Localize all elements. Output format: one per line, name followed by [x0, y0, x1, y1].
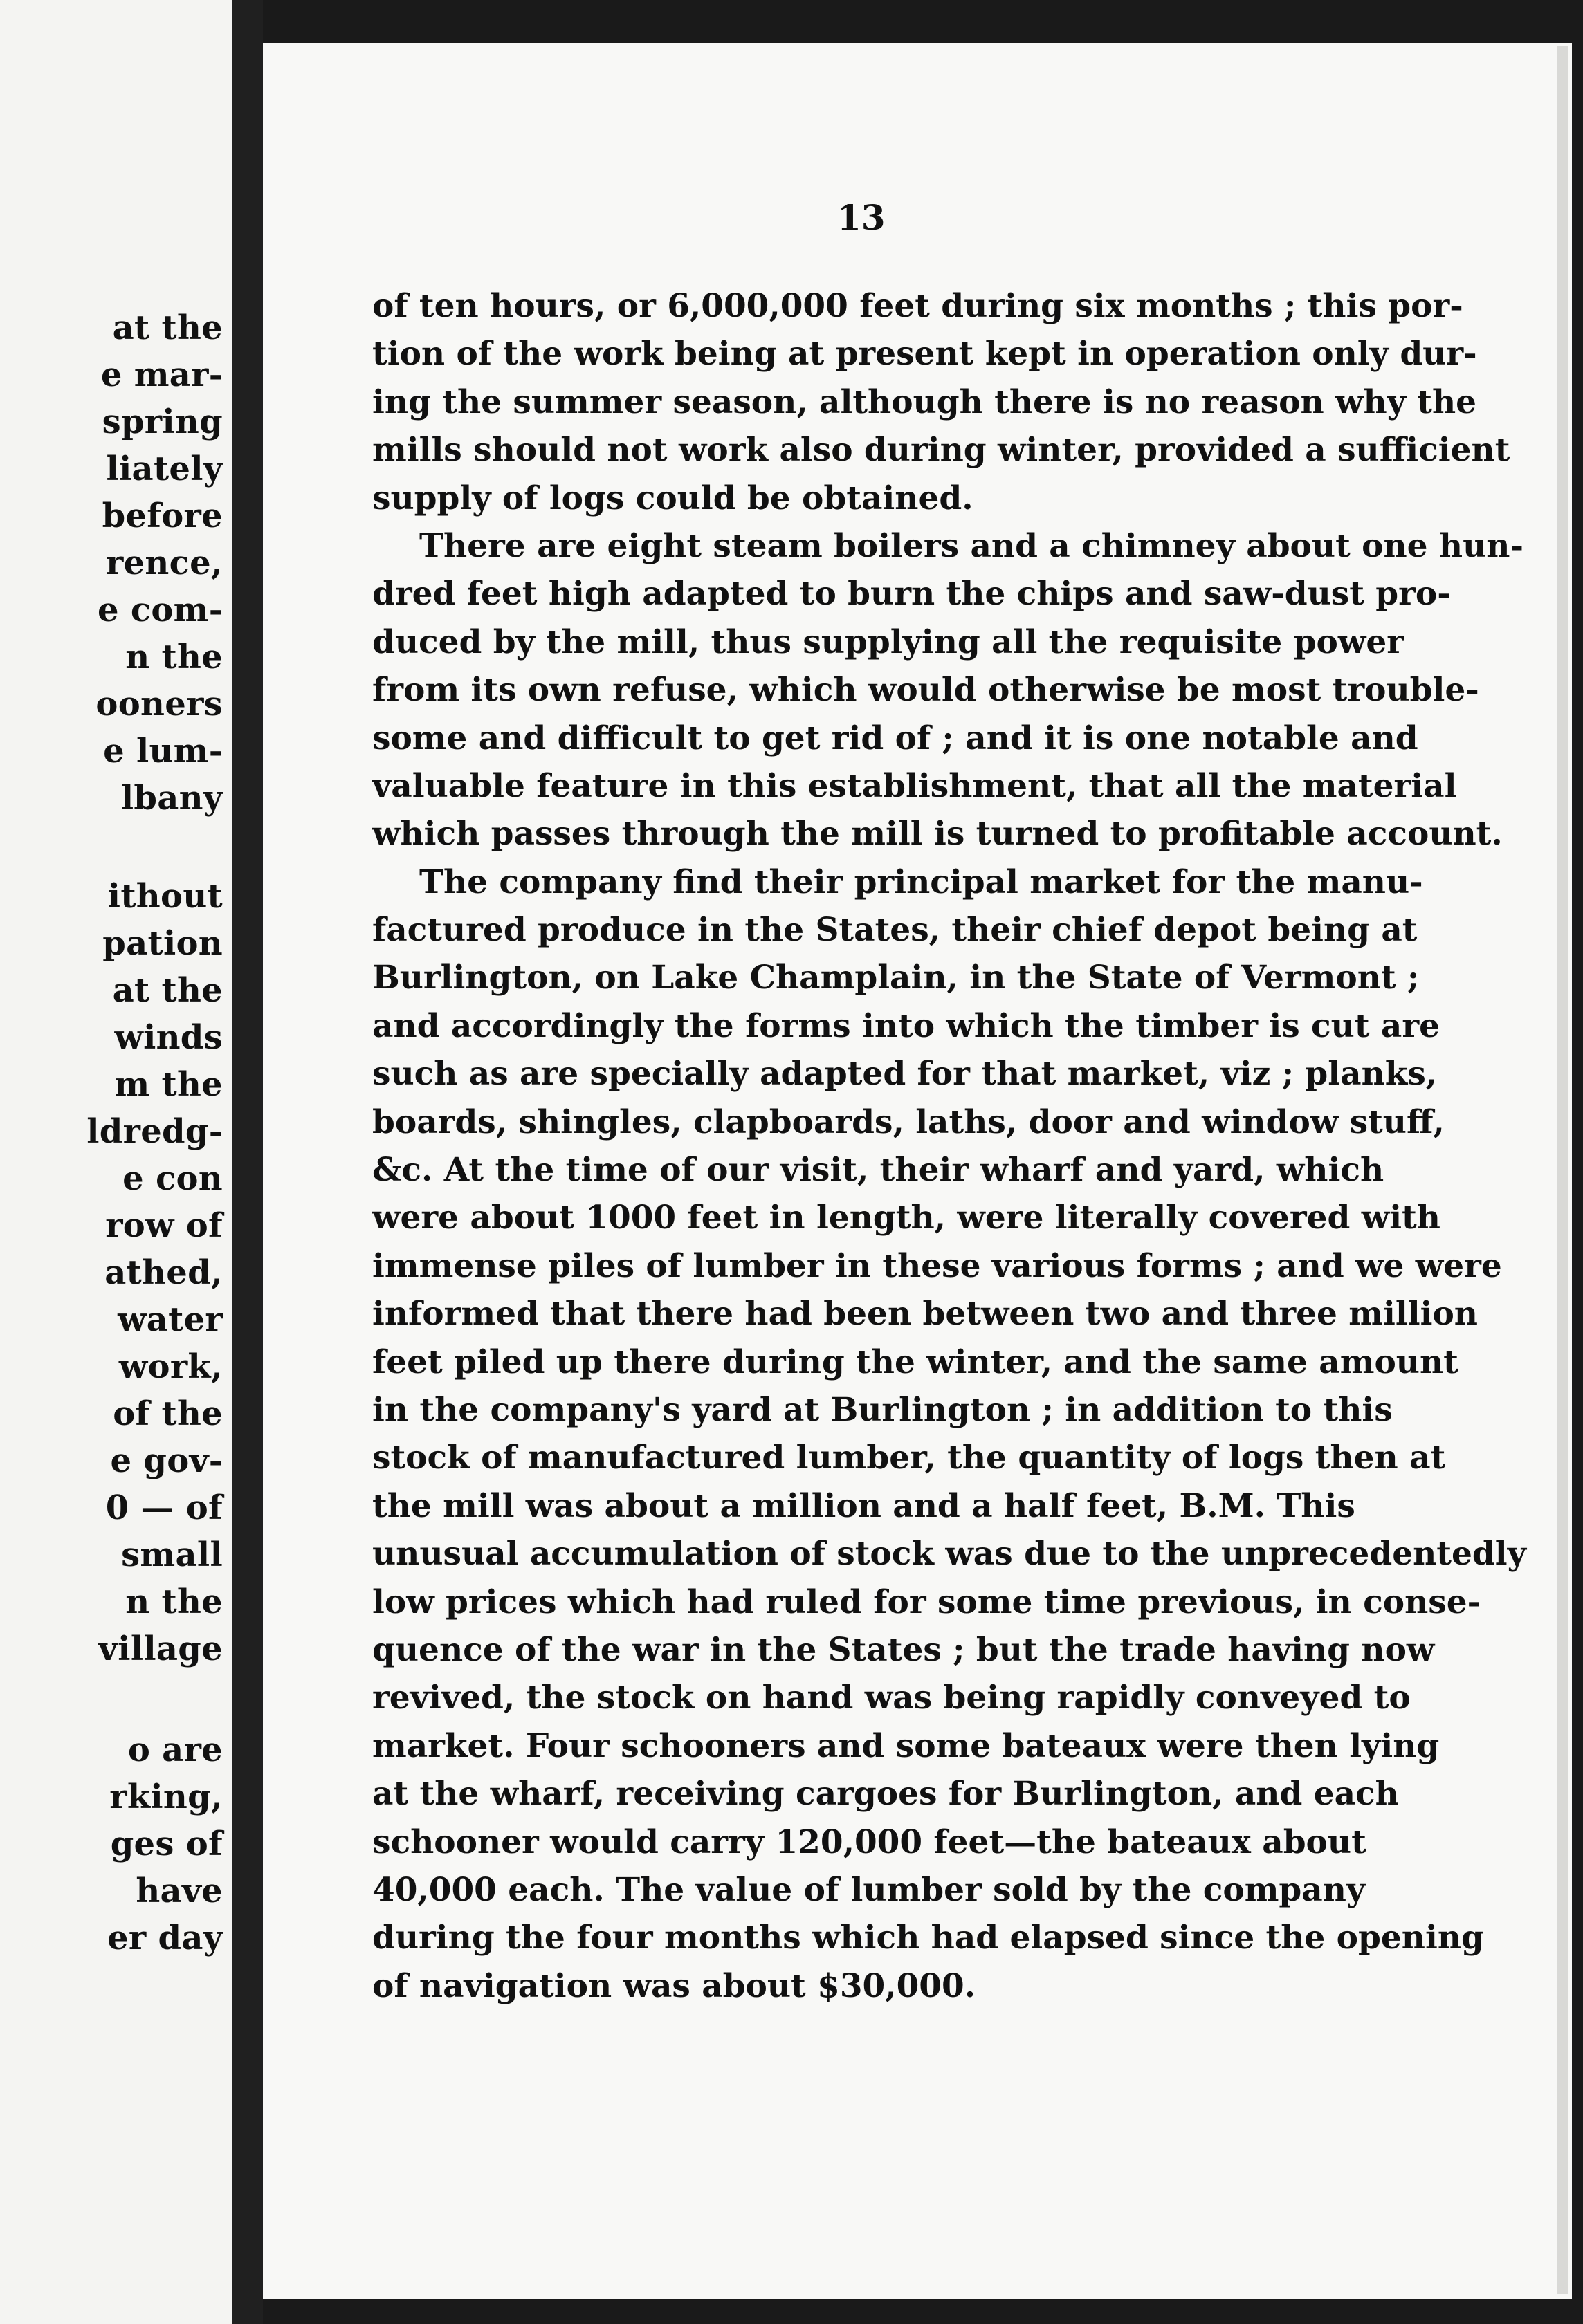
- text-line: low prices which had ruled for some time previous, in conse-: [372, 1583, 1481, 1621]
- text-line: immense piles of lumber in these various forms ; and we were: [372, 1246, 1502, 1285]
- text-line: valuable feature in this establishment, that all the material: [372, 766, 1457, 805]
- text-line: the mill was about a million and a half feet, B.M. This: [372, 1486, 1355, 1525]
- left-text-line: row of: [105, 1206, 223, 1245]
- left-text-line: o are: [127, 1731, 223, 1769]
- text-line: There are eight steam boilers and a chimney about one hun-: [419, 526, 1523, 565]
- left-text-line: have: [136, 1872, 223, 1910]
- text-line: tion of the work being at present kept in operation only dur-: [372, 335, 1477, 374]
- text-line: and accordingly the forms into which the timber is cut are: [372, 1006, 1440, 1045]
- text-line: in the company's yard at Burlington ; in addition to this: [372, 1390, 1393, 1429]
- left-text-line: ges of: [110, 1825, 223, 1863]
- left-text-line: at the: [112, 971, 223, 1010]
- text-line: factured produce in the States, their chief depot being at: [372, 911, 1418, 950]
- left-text-line: athed,: [104, 1253, 223, 1292]
- text-line: of ten hours, or 6,000,000 feet during six months ; this por-: [372, 287, 1463, 325]
- left-text-line: work,: [118, 1347, 223, 1386]
- text-line: boards, shingles, clapboards, laths, door and window stuff,: [372, 1103, 1445, 1141]
- text-line: feet piled up there during the winter, and the same amount: [372, 1343, 1458, 1381]
- text-line: mills should not work also during winter, provided a sufficient: [372, 431, 1510, 470]
- body-text: [372, 282, 1526, 2010]
- text-line: were about 1000 feet in length, were literally covered with: [372, 1199, 1440, 1237]
- page-edge: [1557, 46, 1568, 2294]
- text-line: The company find their principal market for the manu-: [419, 863, 1423, 901]
- left-text-line: before: [102, 497, 223, 535]
- text-line: &c. At the time of our visit, their wharf and yard, which: [372, 1151, 1384, 1190]
- left-text-line: n the: [125, 1583, 223, 1621]
- left-text-line: of the: [113, 1394, 223, 1433]
- left-text-line: water: [118, 1300, 223, 1339]
- text-line: duced by the mill, thus supplying all the requisite power: [372, 622, 1404, 661]
- left-text-line: e mar-: [100, 356, 223, 394]
- text-line: supply of logs could be obtained.: [372, 479, 973, 517]
- left-text-line: ooners: [95, 685, 223, 723]
- left-text-line: village: [98, 1630, 223, 1668]
- text-line: some and difficult to get rid of ; and it is one notable and: [372, 719, 1418, 757]
- text-line: which passes through the mill is turned to profitable account.: [372, 815, 1503, 854]
- left-text-line: e lum-: [103, 732, 223, 771]
- page-number: 13: [837, 197, 886, 238]
- text-line: from its own refuse, which would otherwise be most trouble-: [372, 671, 1479, 710]
- left-text-line: pation: [102, 924, 223, 963]
- text-line: market. Four schooners and some bateaux were then lying: [372, 1726, 1440, 1765]
- left-text-line: liately: [106, 450, 223, 488]
- left-text-line: rking,: [109, 1778, 223, 1816]
- text-line: of navigation was about $30,000.: [372, 1966, 976, 2005]
- left-text-line: winds: [114, 1018, 223, 1057]
- text-line: ing the summer season, although there is no reason why the: [372, 382, 1477, 421]
- text-line: at the wharf, receiving cargoes for Burlington, and each: [372, 1775, 1399, 1814]
- text-line: informed that there had been between two and three million: [372, 1295, 1478, 1334]
- left-text-line: small: [121, 1536, 223, 1574]
- text-line: such as are specially adapted for that market, viz ; planks,: [372, 1055, 1438, 1094]
- left-text-line: m the: [114, 1065, 223, 1104]
- left-text-line: e com-: [97, 591, 223, 629]
- left-text-line: ithout: [107, 877, 223, 916]
- left-text-line: er day: [107, 1919, 223, 1957]
- left-text-line: at the: [112, 308, 223, 347]
- page-gutter: [232, 0, 263, 2324]
- text-line: Burlington, on Lake Champlain, in the State of Vermont ;: [372, 959, 1420, 997]
- left-text-line: lbany: [120, 779, 223, 818]
- left-page-fragment: [0, 0, 232, 2324]
- text-line: schooner would carry 120,000 feet—the bateaux about: [372, 1823, 1366, 1861]
- text-line: revived, the stock on hand was being rapidly conveyed to: [372, 1679, 1411, 1717]
- text-line: stock of manufactured lumber, the quantity of logs then at: [372, 1439, 1446, 1477]
- left-text-line: rence,: [105, 544, 223, 582]
- text-line: quence of the war in the States ; but the trade having now: [372, 1630, 1435, 1669]
- text-line: 40,000 each. The value of lumber sold by the company: [372, 1870, 1366, 1909]
- left-text-line: 0 — of: [105, 1488, 223, 1527]
- text-line: unusual accumulation of stock was due to the unprecedentedly: [372, 1535, 1526, 1574]
- left-text-line: e con: [122, 1159, 223, 1198]
- left-text-line: e gov-: [110, 1441, 223, 1480]
- left-text-line: n the: [125, 638, 223, 676]
- left-text-line: spring: [102, 403, 223, 441]
- text-line: during the four months which had elapsed since the opening: [372, 1919, 1484, 1957]
- text-line: dred feet high adapted to burn the chips and saw-dust pro-: [372, 575, 1451, 614]
- left-text-line: ldredg-: [86, 1112, 223, 1151]
